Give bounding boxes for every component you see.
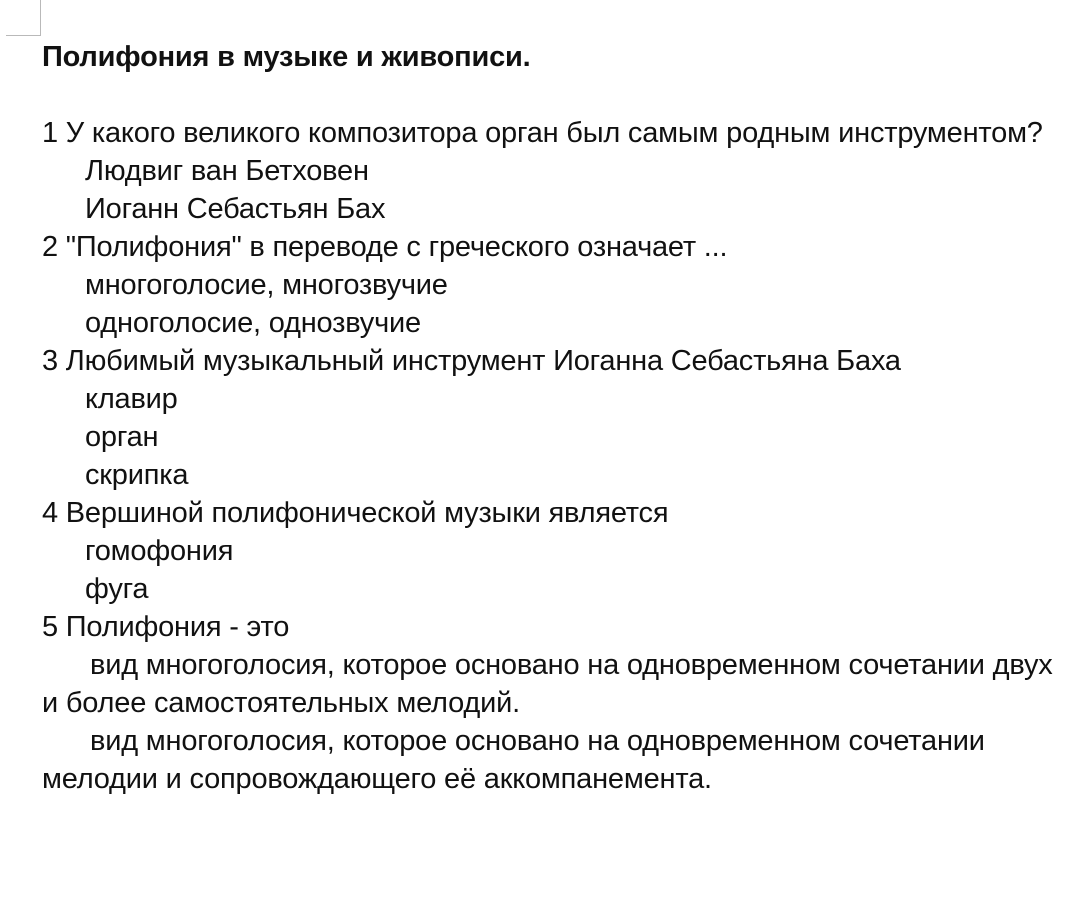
answer-option[interactable]: вид многоголосия, которое основано на одновременном сочетании мелодии и сопровождающего её аккомпанемента. [42,725,985,795]
answer-option[interactable]: клавир [85,383,178,415]
question-text: 2 "Полифония" в переводе с греческого означает ... [42,231,728,263]
document-body [42,38,1072,798]
question-3 [42,342,1072,494]
margin-mark-horizontal-line [6,35,41,36]
document-title: Полифония в музыке и живописи. [42,41,531,73]
answer-option[interactable]: многоголосие, многозвучие [85,269,448,301]
answer-option[interactable]: фуга [85,573,149,605]
answer-option[interactable]: орган [85,421,159,453]
question-text: 4 Вершиной полифонической музыки является [42,497,669,529]
question-5 [42,608,1072,798]
margin-mark-vertical-line [40,0,41,36]
answer-option[interactable]: Людвиг ван Бетховен [85,155,369,187]
answer-option[interactable]: гомофония [85,535,234,567]
question-4 [42,494,1072,608]
question-1 [42,114,1072,228]
question-text: 1 У какого великого композитора орган был самым родным инструментом? [42,117,1043,149]
answer-option[interactable]: вид многоголосия, которое основано на одновременном сочетании двух и более самостоятельных мелодий. [42,649,1053,719]
answer-option[interactable]: скрипка [85,459,189,491]
page-margin-corner-mark [6,0,40,36]
answer-option[interactable]: Иоганн Себастьян Бах [85,193,386,225]
question-2 [42,228,1072,342]
answer-option[interactable]: одноголосие, однозвучие [85,307,421,339]
question-text: 5 Полифония - это [42,611,290,643]
question-text: 3 Любимый музыкальный инструмент Иоганна Себастьяна Баха [42,345,901,377]
